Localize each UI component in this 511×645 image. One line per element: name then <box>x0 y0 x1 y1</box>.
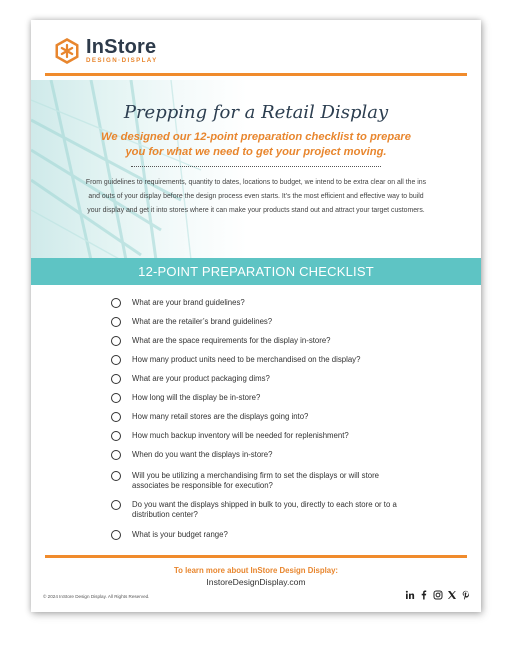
checklist-question: What are your product packaging dims? <box>132 374 270 383</box>
intro-paragraph: From guidelines to requirements, quantity to dates, locations to budget, we intend to be extra clear on all the ins and outs of your display before the design process even starts. It’s the most efficient and effective way to build your display and get it into stores where it can make your products stand out and attract your target customers. <box>85 179 427 214</box>
header-divider <box>45 73 467 76</box>
checklist-question: What are the space requirements for the display in-store? <box>132 336 331 345</box>
website-link[interactable]: InstoreDesignDisplay.com <box>206 577 306 587</box>
checkbox-circle-icon[interactable] <box>111 355 121 365</box>
logo-tagline: DESIGN·DISPLAY <box>86 56 158 64</box>
instagram-icon[interactable] <box>433 590 443 600</box>
checklist-item[interactable] <box>111 431 410 441</box>
logo-name: InStore <box>86 35 157 58</box>
linkedin-icon[interactable] <box>405 590 415 600</box>
checklist-question: What are your brand guidelines? <box>132 298 245 307</box>
checklist-question: How much backup inventory will be needed for replenishment? <box>132 431 349 440</box>
checkbox-circle-icon[interactable] <box>111 500 121 510</box>
checklist-item[interactable] <box>111 355 410 365</box>
checklist-question: Will you be utilizing a merchandising firm to set the displays or will store associates be responsible for execution? <box>132 471 379 490</box>
checklist-question: When do you want the displays in-store? <box>132 450 273 459</box>
checklist-question: What is your budget range? <box>132 530 228 539</box>
dotted-divider <box>131 166 381 167</box>
checklist-item[interactable] <box>111 393 410 403</box>
checkbox-circle-icon[interactable] <box>111 431 121 441</box>
checklist-question: What are the retailer’s brand guidelines? <box>132 317 273 326</box>
page-title: Prepping for a Retail Display <box>123 102 389 123</box>
checklist-item[interactable] <box>111 336 410 346</box>
checklist-question: Do you want the displays shipped in bulk to you, directly to each store or to a distribution center? <box>132 500 397 519</box>
footer-cta: To learn more about InStore Design Display: <box>173 566 339 575</box>
checklist-item[interactable] <box>111 530 410 540</box>
checklist-question: How long will the display be in-store? <box>132 393 261 402</box>
footer-divider <box>45 555 467 558</box>
checkbox-circle-icon[interactable] <box>111 298 121 308</box>
checklist-item[interactable] <box>111 317 410 327</box>
checkbox-circle-icon[interactable] <box>111 317 121 327</box>
checklist-heading: 12-POINT PREPARATION CHECKLIST <box>31 258 481 285</box>
checklist-item[interactable] <box>111 298 410 308</box>
checkbox-circle-icon[interactable] <box>111 336 121 346</box>
checkbox-circle-icon[interactable] <box>111 471 121 481</box>
checkbox-circle-icon[interactable] <box>111 530 121 540</box>
copyright: © 2024 InStore Design Display. All Rights Reserved. <box>43 594 150 599</box>
checklist-question: How many retail stores are the displays going into? <box>132 412 309 421</box>
logo[interactable] <box>53 34 158 68</box>
checklist-item[interactable] <box>111 450 410 460</box>
x-icon[interactable] <box>447 590 457 600</box>
checkbox-circle-icon[interactable] <box>111 450 121 460</box>
social-links <box>405 590 471 600</box>
checklist-item[interactable] <box>111 500 410 520</box>
page-subtitle: We designed our 12-point preparation checklist to prepare you for what we need to get your project moving. <box>101 131 411 158</box>
logo-mark-icon <box>53 37 81 65</box>
checkbox-circle-icon[interactable] <box>111 374 121 384</box>
checklist-item[interactable] <box>111 374 410 384</box>
checkbox-circle-icon[interactable] <box>111 412 121 422</box>
facebook-icon[interactable] <box>419 590 429 600</box>
checklist-question: How many product units need to be merchandised on the display? <box>132 355 361 364</box>
checklist-item[interactable] <box>111 471 410 491</box>
checklist-item[interactable] <box>111 412 410 422</box>
checkbox-circle-icon[interactable] <box>111 393 121 403</box>
pinterest-icon[interactable] <box>461 590 471 600</box>
document-page <box>31 20 481 612</box>
